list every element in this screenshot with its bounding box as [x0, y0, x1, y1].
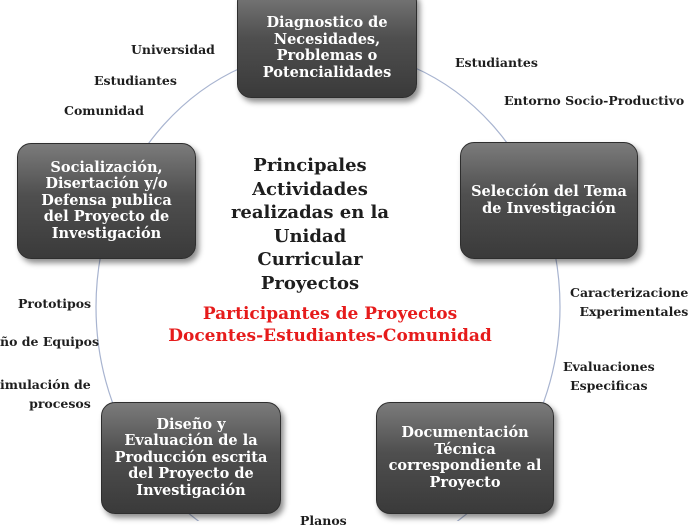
participants-text: Participantes de Proyectos Docentes-Estudiantes-Comunidad [168, 304, 492, 346]
box-socializacion [17, 143, 196, 259]
box-diagnostico [237, 0, 417, 98]
box-diseno-label: Diseño y Evaluación de la Producción escrita del Proyecto de Investigación [114, 415, 268, 499]
label-estudiantes-left: Estudiantes [94, 73, 177, 88]
box-documentacion [376, 402, 554, 514]
label-simulacion: imulación de procesos [0, 377, 91, 411]
box-diseno [101, 402, 281, 514]
label-planos: Planos [300, 513, 347, 528]
box-seleccion [460, 142, 638, 259]
box-socializacion-label: Socialización, Disertación y/o Defensa publica del Proyecto de Investigación [41, 158, 172, 242]
center-title: Principales Actividades realizadas en la Unidad Curricular Proyectos [230, 155, 390, 294]
label-estudiantes-right: Estudiantes [455, 55, 538, 70]
box-diagnostico-label: Diagnostico de Necesidades, Problemas o Potencialidades [262, 14, 392, 81]
label-prototipos: Prototipos [18, 296, 92, 311]
label-evaluaciones: Evaluaciones Especificas [563, 359, 655, 393]
label-universidad: Universidad [131, 42, 215, 57]
label-caracterizaciones: Caracterizacione Experimentales [570, 285, 689, 319]
box-seleccion-label: Selección del Tema de Investigación [471, 183, 627, 217]
label-comunidad: Comunidad [64, 103, 145, 118]
label-entorno: Entorno Socio-Productivo [504, 93, 685, 108]
label-equipos: ño de Equipos [0, 334, 100, 349]
box-documentacion-label: Documentación Técnica correspondiente al Proyecto [388, 424, 542, 491]
